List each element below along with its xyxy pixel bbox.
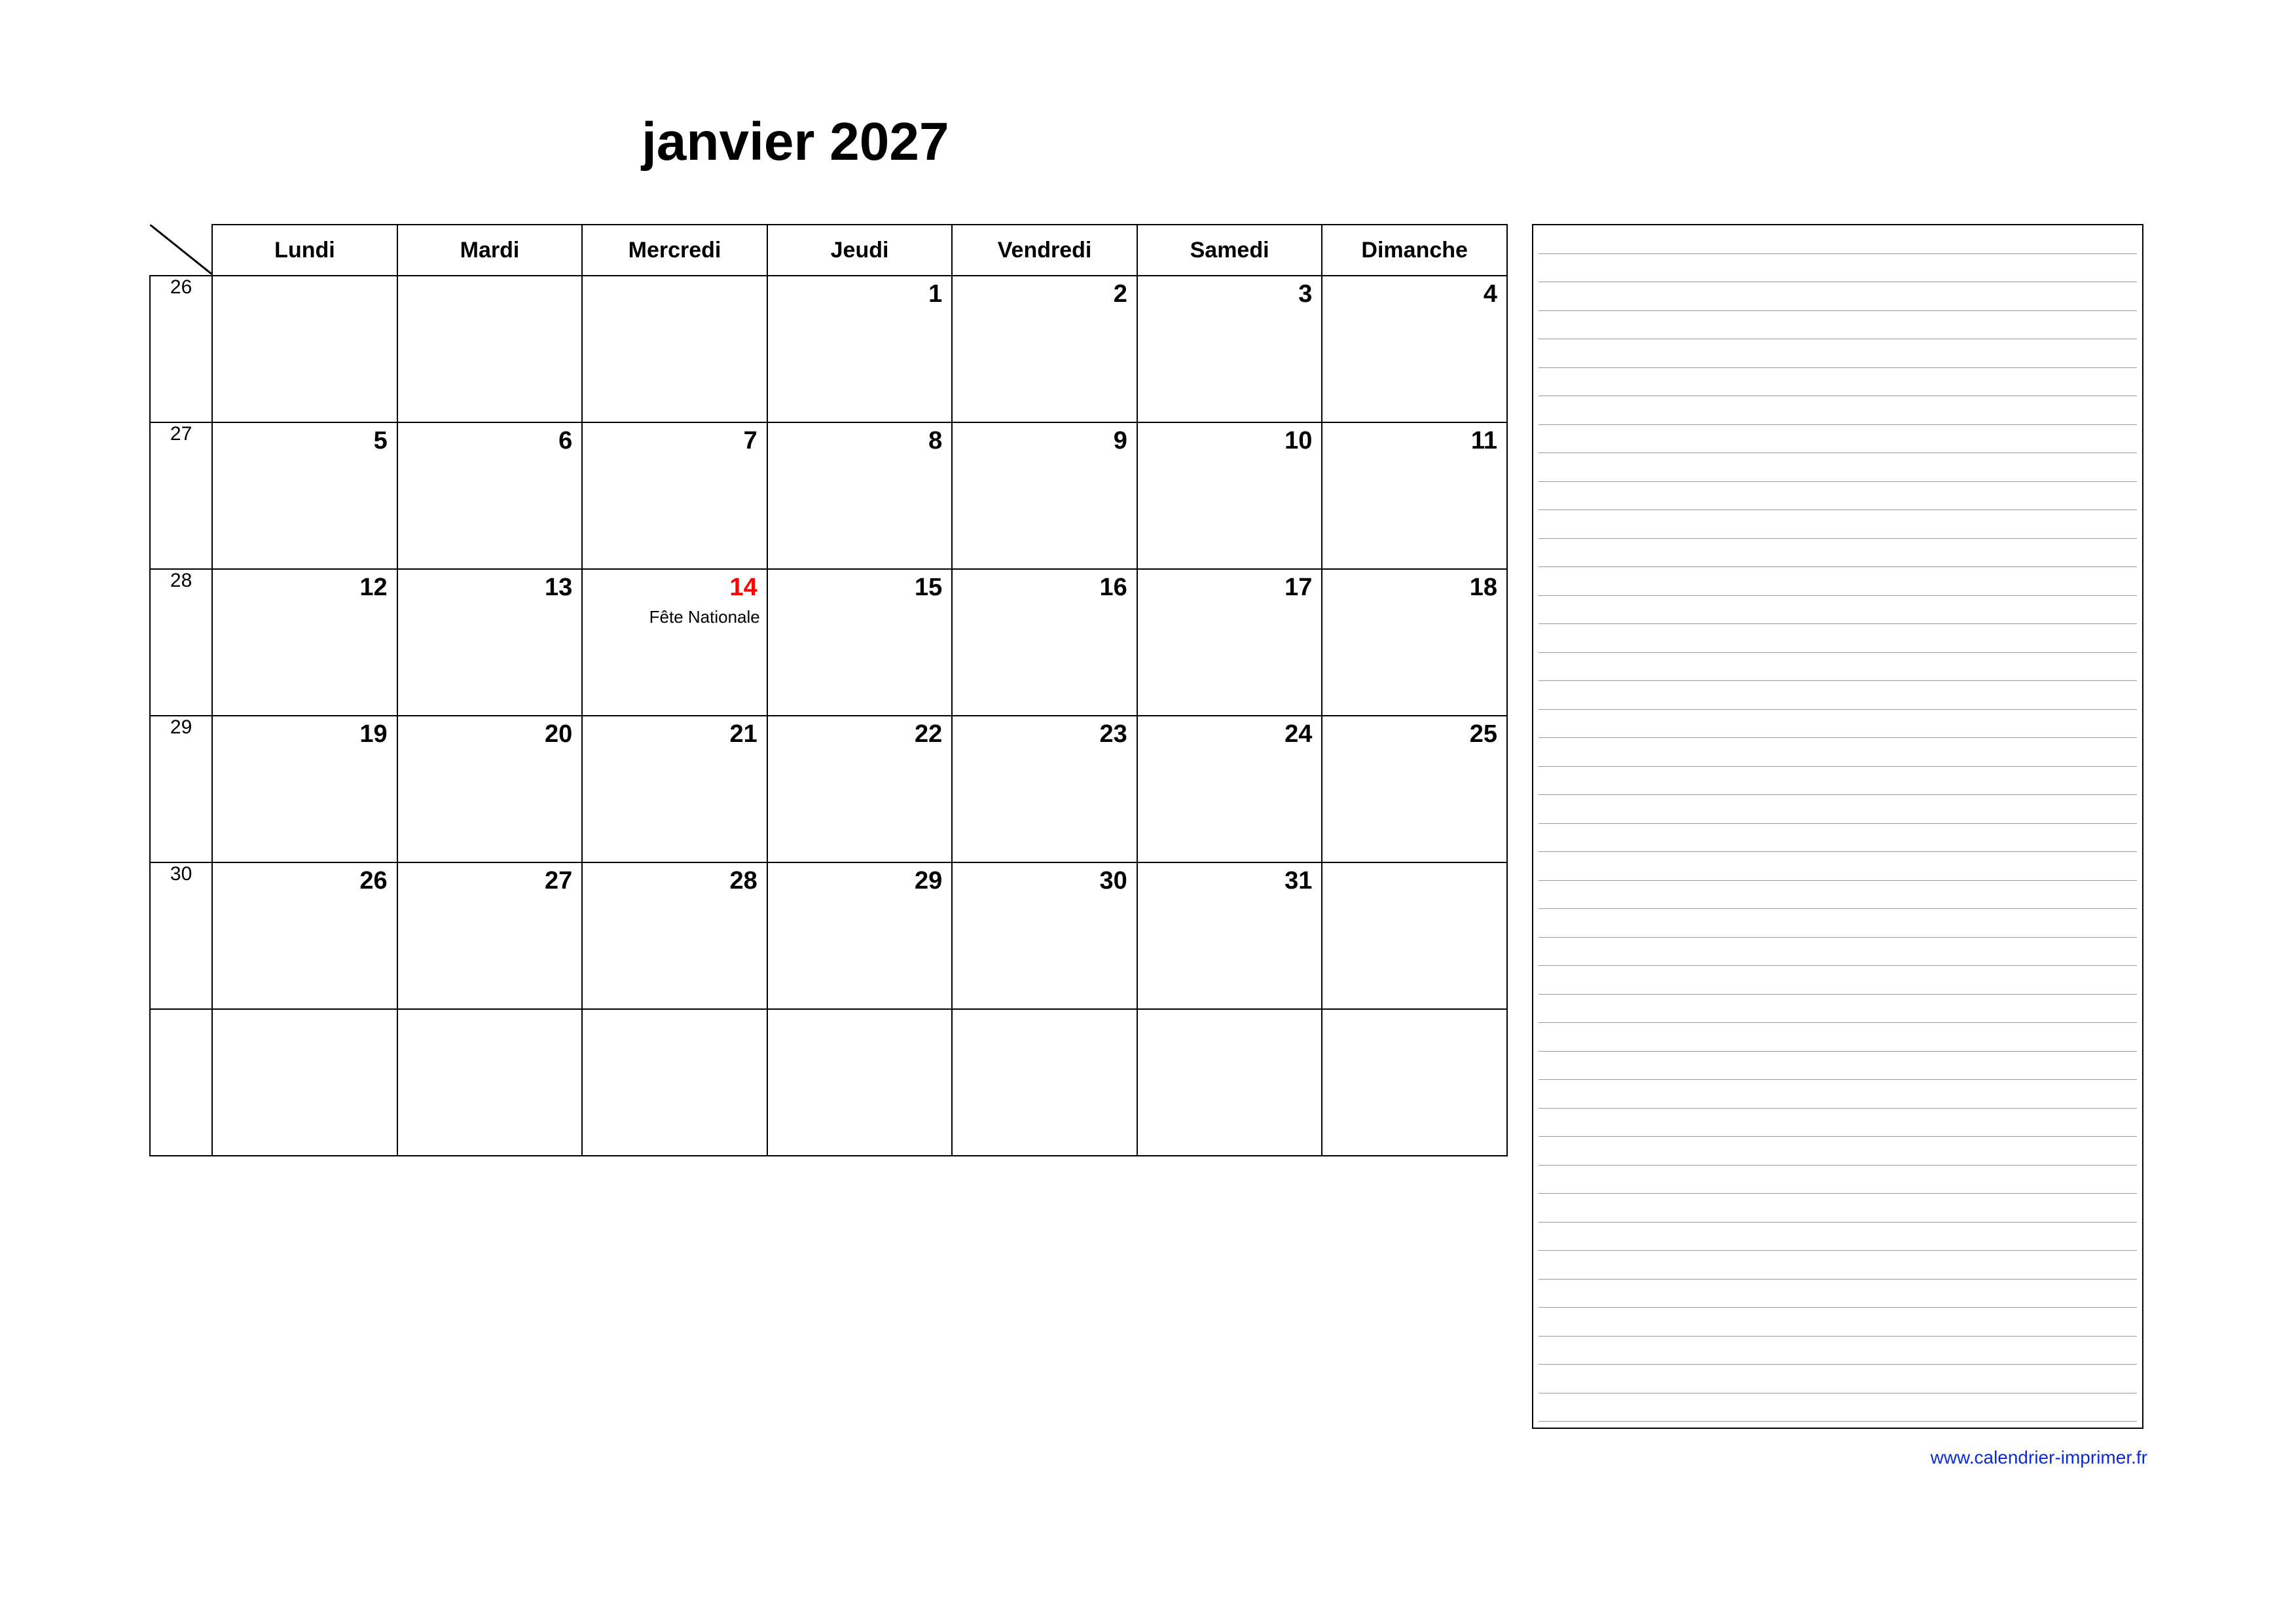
- day-number: 3: [1298, 280, 1313, 308]
- day-cell[interactable]: [1322, 422, 1507, 569]
- note-line: [1539, 1280, 2137, 1308]
- calendar-grid: [149, 224, 1508, 1156]
- day-event-label: Fête Nationale: [649, 607, 760, 627]
- note-line: [1539, 1109, 2137, 1137]
- note-line: [1539, 767, 2137, 796]
- day-cell[interactable]: [582, 1009, 767, 1156]
- day-number: 31: [1285, 867, 1313, 895]
- day-cell[interactable]: [212, 276, 397, 422]
- note-line: [1539, 938, 2137, 967]
- note-line: [1539, 1023, 2137, 1052]
- day-cell[interactable]: [582, 569, 767, 716]
- day-cell[interactable]: [1322, 276, 1507, 422]
- week-number-cell: [150, 1009, 212, 1156]
- day-number: 29: [915, 867, 943, 895]
- day-number: 7: [743, 427, 757, 454]
- day-cell[interactable]: [212, 569, 397, 716]
- day-cell[interactable]: [1137, 862, 1322, 1009]
- note-line: [1539, 425, 2137, 454]
- calendar-week-row: [150, 1009, 1507, 1156]
- day-cell[interactable]: [582, 422, 767, 569]
- day-number: 6: [558, 427, 573, 454]
- day-number: 1: [928, 280, 943, 308]
- site-url-link[interactable]: www.calendrier-imprimer.fr: [1930, 1447, 2147, 1467]
- day-cell[interactable]: [212, 422, 397, 569]
- note-line: [1539, 1080, 2137, 1109]
- calendar-week-row: [150, 422, 1507, 569]
- day-cell[interactable]: [397, 422, 583, 569]
- note-line: [1539, 710, 2137, 739]
- day-number: 4: [1483, 280, 1497, 308]
- day-cell[interactable]: [1137, 569, 1322, 716]
- note-line: [1539, 795, 2137, 824]
- day-number: 18: [1469, 574, 1497, 601]
- day-cell[interactable]: [952, 862, 1137, 1009]
- day-cell[interactable]: [397, 569, 583, 716]
- day-number: 9: [1113, 427, 1127, 454]
- day-number: 13: [544, 574, 573, 601]
- day-number: 26: [359, 867, 388, 895]
- note-line: [1539, 596, 2137, 625]
- day-cell[interactable]: [1137, 716, 1322, 862]
- day-cell[interactable]: [582, 276, 767, 422]
- calendar-week-row: [150, 716, 1507, 862]
- note-line: [1539, 995, 2137, 1024]
- day-cell[interactable]: [767, 862, 953, 1009]
- note-line: [1539, 1052, 2137, 1080]
- note-line: [1539, 1166, 2137, 1194]
- weekday-header-jeudi: Jeudi: [767, 225, 953, 276]
- day-cell[interactable]: [767, 716, 953, 862]
- day-number: 27: [544, 867, 573, 895]
- note-line: [1539, 1194, 2137, 1223]
- day-number: 23: [1099, 720, 1127, 748]
- day-cell[interactable]: [582, 716, 767, 862]
- note-line: [1539, 1365, 2137, 1393]
- calendar-body: [150, 276, 1507, 1156]
- week-number-cell: 26: [150, 276, 212, 422]
- note-line: [1539, 1337, 2137, 1365]
- day-cell[interactable]: [952, 276, 1137, 422]
- diagonal-line-icon: [150, 225, 211, 275]
- note-line: [1539, 1251, 2137, 1280]
- day-cell[interactable]: [212, 716, 397, 862]
- note-line: [1539, 653, 2137, 682]
- day-cell[interactable]: [1322, 716, 1507, 862]
- note-line: [1539, 225, 2137, 254]
- day-number: 15: [915, 574, 943, 601]
- note-line: [1539, 881, 2137, 910]
- day-cell[interactable]: [397, 716, 583, 862]
- weekday-header-lundi: Lundi: [212, 225, 397, 276]
- week-number-cell: 27: [150, 422, 212, 569]
- note-line: [1539, 1223, 2137, 1251]
- note-line: [1539, 510, 2137, 539]
- day-cell[interactable]: [767, 569, 953, 716]
- note-line: [1539, 681, 2137, 710]
- day-number: 17: [1285, 574, 1313, 601]
- day-number: 28: [729, 867, 757, 895]
- week-number-cell: 30: [150, 862, 212, 1009]
- weekday-header-samedi: Samedi: [1137, 225, 1322, 276]
- weekday-header-dimanche: Dimanche: [1322, 225, 1507, 276]
- week-column-corner: [150, 225, 212, 276]
- day-cell[interactable]: [1137, 1009, 1322, 1156]
- day-number: 5: [373, 427, 388, 454]
- day-cell[interactable]: [1322, 1009, 1507, 1156]
- weekday-header-mardi: Mardi: [397, 225, 583, 276]
- weekday-header-mercredi: Mercredi: [582, 225, 767, 276]
- day-number: 12: [359, 574, 388, 601]
- note-line: [1539, 852, 2137, 881]
- day-cell[interactable]: [767, 1009, 953, 1156]
- note-line: [1539, 254, 2137, 283]
- day-cell[interactable]: [952, 569, 1137, 716]
- note-line: [1539, 738, 2137, 767]
- note-line: [1539, 282, 2137, 311]
- day-number: 30: [1099, 867, 1127, 895]
- note-line: [1539, 567, 2137, 596]
- day-number: 25: [1469, 720, 1497, 748]
- note-line: [1539, 966, 2137, 995]
- note-line: [1539, 624, 2137, 653]
- day-cell[interactable]: [582, 862, 767, 1009]
- day-cell[interactable]: [1322, 862, 1507, 1009]
- note-line: [1539, 339, 2137, 368]
- day-number: 22: [915, 720, 943, 748]
- weekday-header-vendredi: Vendredi: [952, 225, 1137, 276]
- day-cell[interactable]: [1137, 422, 1322, 569]
- day-number: 2: [1113, 280, 1127, 308]
- note-line: [1539, 1137, 2137, 1166]
- day-number: 10: [1285, 427, 1313, 454]
- note-line: [1539, 824, 2137, 853]
- day-number: 21: [729, 720, 757, 748]
- calendar-week-row: [150, 862, 1507, 1009]
- day-cell[interactable]: [767, 276, 953, 422]
- note-line: [1539, 453, 2137, 482]
- day-cell[interactable]: [1322, 569, 1507, 716]
- day-number: 24: [1285, 720, 1313, 748]
- note-line: [1539, 1308, 2137, 1337]
- day-number: 20: [544, 720, 573, 748]
- day-cell[interactable]: [397, 862, 583, 1009]
- note-line: [1539, 1393, 2137, 1422]
- day-number: 16: [1099, 574, 1127, 601]
- note-line: [1539, 368, 2137, 397]
- note-line: [1539, 539, 2137, 568]
- note-line: [1539, 311, 2137, 340]
- note-line: [1539, 482, 2137, 511]
- week-number-cell: 28: [150, 569, 212, 716]
- day-cell[interactable]: [212, 862, 397, 1009]
- weekday-header-row: [150, 225, 1507, 276]
- page-title: janvier 2027: [642, 112, 949, 172]
- calendar-week-row: [150, 276, 1507, 422]
- day-number: 11: [1470, 427, 1497, 454]
- day-number: 8: [928, 427, 943, 454]
- note-line: [1539, 396, 2137, 425]
- day-cell[interactable]: [212, 1009, 397, 1156]
- notes-lines: [1533, 225, 2142, 1428]
- day-cell[interactable]: [1137, 276, 1322, 422]
- day-cell[interactable]: [952, 1009, 1137, 1156]
- day-number: 14: [729, 574, 757, 601]
- note-line: [1539, 909, 2137, 938]
- day-cell[interactable]: [397, 276, 583, 422]
- day-cell[interactable]: [397, 1009, 583, 1156]
- day-number: 19: [359, 720, 388, 748]
- day-cell[interactable]: [767, 422, 953, 569]
- day-cell[interactable]: [952, 422, 1137, 569]
- week-number-cell: 29: [150, 716, 212, 862]
- calendar-week-row: [150, 569, 1507, 716]
- notes-panel[interactable]: [1532, 224, 2143, 1429]
- day-cell[interactable]: [952, 716, 1137, 862]
